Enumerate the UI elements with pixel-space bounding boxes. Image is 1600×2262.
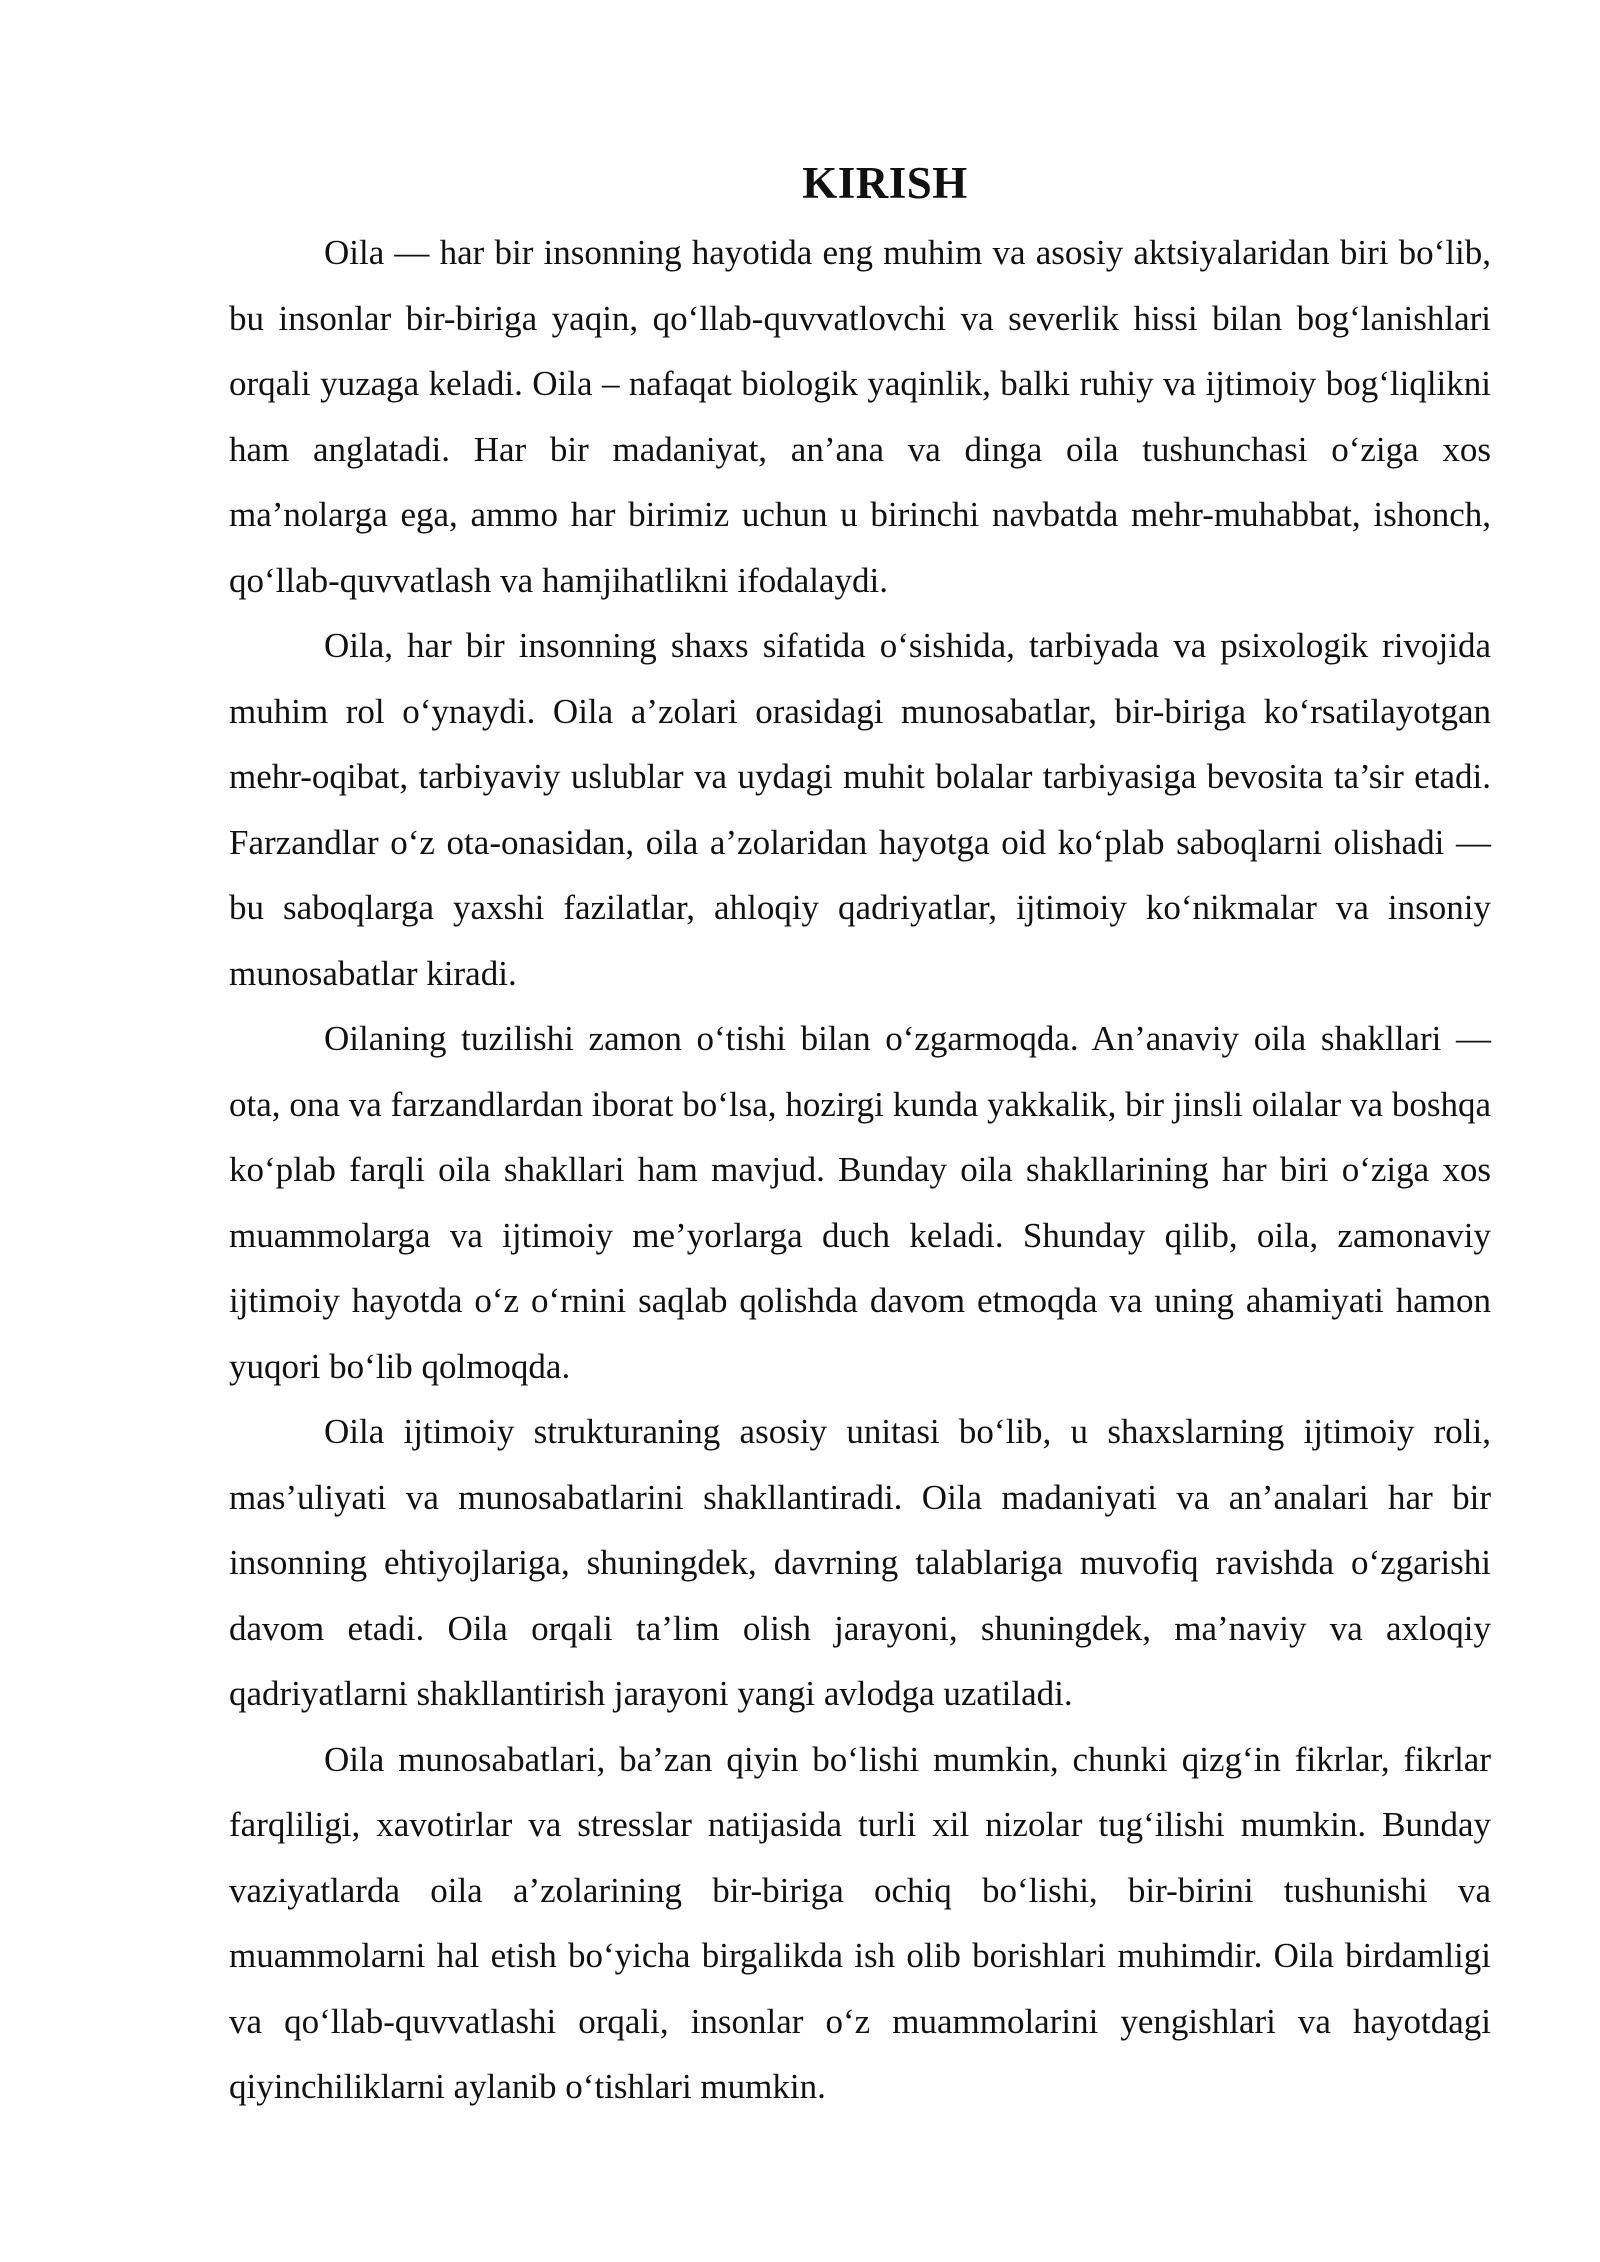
document-title: KIRISH — [802, 158, 968, 208]
paragraph-5: Oila munosabatlari, ba’zan qiyin bo‘lishi mumkin, chunki qizg‘in fikrlar, fikrlar farqliligi, xavotirlar va stresslar natijasida turli xil nizolar tug‘ilishi mumkin. Bunday vaziyatlarda oila a’zolarining bir-biriga ochiq bo‘lishi, bir-birini tushunishi va muammolarni hal etish bo‘yicha birgalikda ish olib borishlari muhimdir. Oila birdamligi va qo‘llab-quvvatlashi orqali, insonlar o‘z muammolarini yengishlari va hayotdagi qiyinchiliklarni aylanib o‘tishlari mumkin. — [229, 1739, 1491, 2106]
paragraph-2: Oila, har bir insonning shaxs sifatida o‘sishida, tarbiyada va psixologik rivojida muhim rol o‘ynaydi. Oila a’zolari orasidagi munosabatlar, bir-biriga ko‘rsatilayotgan mehr-oqibat, tarbiyaviy uslublar va uydagi muhit bolalar tarbiyasiga bevosita ta’sir etadi. Farzandlar o‘z ota-onasidan, oila a’zolaridan hayotga oid ko‘plab saboqlarni olishadi — bu saboqlarga yaxshi fazilatlar, ahloqiy qadriyatlar, ijtimoiy ko‘nikmalar va insoniy munosabatlar kiradi. — [229, 626, 1491, 993]
paragraph-4: Oila ijtimoiy strukturaning asosiy unitasi bo‘lib, u shaxslarning ijtimoiy roli, mas’uliyati va munosabatlarini shakllantiradi. Oila madaniyati va an’analari har bir insonning ehtiyojlariga, shuningdek, davrning talablariga muvofiq ravishda o‘zgarishi davom etadi. Oila orqali ta’lim olish jarayoni, shuningdek, ma’naviy va axloqiy qadriyatlarni shakllantirish jarayoni yangi avlodga uzatiladi. — [229, 1412, 1491, 1713]
document-body — [229, 150, 1491, 2120]
paragraph-1: Oila — har bir insonning hayotida eng muhim va asosiy aktsiyalaridan biri bo‘lib, bu insonlar bir-biriga yaqin, qo‘llab-quvvatlovchi va severlik hissi bilan bog‘lanishlari orqali yuzaga keladi. Oila – nafaqat biologik yaqinlik, balki ruhiy va ijtimoiy bog‘liqlikni ham anglatadi. Har bir madaniyat, an’ana va dinga oila tushunchasi o‘ziga xos ma’nolarga ega, ammo har birimiz uchun u birinchi navbatda mehr-muhabbat, ishonch, qo‘llab-quvvatlash va hamjihatlikni ifodalaydi. — [229, 233, 1491, 600]
paragraph-3: Oilaning tuzilishi zamon o‘tishi bilan o‘zgarmoqda. An’anaviy oila shakllari — ota, ona va farzandlardan iborat bo‘lsa, hozirgi kunda yakkalik, bir jinsli oilalar va boshqa ko‘plab farqli oila shakllari ham mavjud. Bunday oila shakllarining har biri o‘ziga xos muammolarga va ijtimoiy me’yorlarga duch keladi. Shunday qilib, oila, zamonaviy ijtimoiy hayotda o‘z o‘rnini saqlab qolishda davom etmoqda va uning ahamiyati hamon yuqori bo‘lib qolmoqda. — [229, 1019, 1491, 1386]
